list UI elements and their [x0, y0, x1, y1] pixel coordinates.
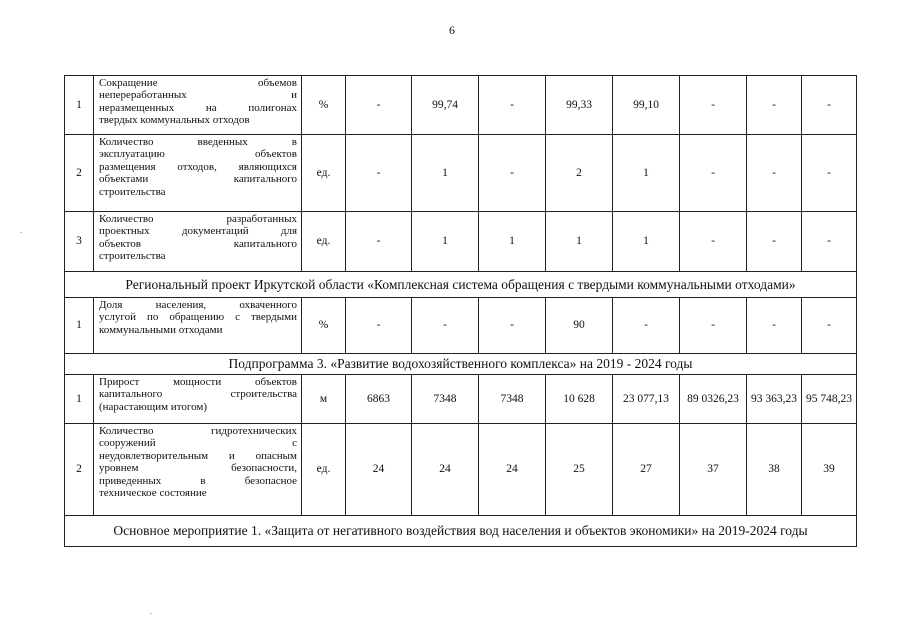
indicators-table [64, 75, 857, 547]
unit-cell: м [302, 375, 346, 424]
value-cell: - [680, 76, 747, 135]
indicator-name-line: приведенных в безопасное [99, 474, 297, 487]
value-cell: - [680, 135, 747, 212]
value-cell: 1 [613, 212, 680, 272]
indicator-name-line: (нарастающим итогом) [99, 400, 208, 413]
section-header-row [65, 272, 857, 298]
indicator-name-line: капитального строительства [99, 388, 297, 401]
indicator-name-line: эксплуатацию объектов [99, 148, 297, 161]
unit-cell: ед. [302, 212, 346, 272]
value-cell: 90 [546, 298, 613, 354]
value-cell: 7348 [479, 375, 546, 424]
row-number: 1 [65, 76, 94, 135]
indicator-name-line: уровнем безопасности, [99, 462, 297, 475]
value-cell: - [346, 298, 412, 354]
value-cell: - [346, 212, 412, 272]
value-cell: 1 [613, 135, 680, 212]
value-cell: 24 [479, 424, 546, 516]
table-row [65, 76, 857, 135]
indicator-name [94, 298, 302, 354]
value-cell: 25 [546, 424, 613, 516]
value-cell: 6863 [346, 375, 412, 424]
value-cell: - [479, 298, 546, 354]
row-number: 3 [65, 212, 94, 272]
indicator-name-line: размещения отходов, являющихся [99, 160, 297, 173]
indicator-name-line: Количество гидротехнических [99, 425, 297, 437]
value-cell: - [747, 298, 802, 354]
indicator-name-line: техническое состояние [99, 487, 207, 500]
row-number: 1 [65, 298, 94, 354]
value-cell: 99,33 [546, 76, 613, 135]
value-cell: - [802, 298, 857, 354]
value-cell: - [802, 135, 857, 212]
value-cell: - [802, 212, 857, 272]
value-cell: - [613, 298, 680, 354]
value-cell: - [346, 76, 412, 135]
indicator-name-line: сооружений с [99, 437, 297, 450]
row-number: 2 [65, 135, 94, 212]
indicator-name-line: неудовлетворительным и опасным [99, 449, 297, 462]
unit-cell: % [302, 298, 346, 354]
indicator-name-line: неразмещенных на полигонах [99, 101, 297, 114]
indicator-name-line: объектов капитального [99, 237, 297, 250]
value-cell: 24 [412, 424, 479, 516]
value-cell: - [412, 298, 479, 354]
value-cell: - [680, 212, 747, 272]
value-cell: - [346, 135, 412, 212]
value-cell: - [479, 76, 546, 135]
table-row [65, 424, 857, 516]
table-row [65, 298, 857, 354]
row-number: 2 [65, 424, 94, 516]
indicator-name-line: Доля населения, охваченного [99, 299, 297, 311]
value-cell: 24 [346, 424, 412, 516]
indicator-name [94, 135, 302, 212]
value-cell: 1 [412, 212, 479, 272]
value-cell: 1 [412, 135, 479, 212]
indicator-name-line: Прирост мощности объектов [99, 376, 297, 388]
indicator-name-line: строительства [99, 185, 166, 198]
section-title: Региональный проект Иркутской области «Комплексная система обращения с твердыми коммунальными отходами» [65, 272, 857, 298]
indicator-name [94, 424, 302, 516]
unit-cell: ед. [302, 424, 346, 516]
value-cell: 39 [802, 424, 857, 516]
row-number: 1 [65, 375, 94, 424]
section-title: Основное мероприятие 1. «Защита от негативного воздействия вод населения и объектов экономики» на 2019-2024 годы [65, 516, 857, 547]
indicator-name-line: услугой по обращению с твердыми [99, 311, 297, 324]
value-cell: 10 628 [546, 375, 613, 424]
value-cell: - [747, 212, 802, 272]
indicator-name-line: непереработанных и [99, 89, 297, 102]
value-cell: 2 [546, 135, 613, 212]
indicator-name [94, 212, 302, 272]
scan-speck [150, 613, 152, 614]
indicator-name-line: строительства [99, 250, 166, 263]
value-cell: 27 [613, 424, 680, 516]
value-cell: 93 363,23 [747, 375, 802, 424]
indicator-name-line: Количество введенных в [99, 136, 297, 148]
indicator-name-line: объектами капитального [99, 173, 297, 186]
value-cell: - [479, 135, 546, 212]
indicator-name [94, 375, 302, 424]
value-cell: 38 [747, 424, 802, 516]
value-cell: - [802, 76, 857, 135]
table-row [65, 212, 857, 272]
indicator-name-line: Количество разработанных [99, 213, 297, 225]
value-cell: 1 [546, 212, 613, 272]
value-cell: 99,10 [613, 76, 680, 135]
section-title: Подпрограмма 3. «Развитие водохозяйственного комплекса» на 2019 - 2024 годы [65, 354, 857, 375]
section-header-row [65, 516, 857, 547]
indicator-name-line: Сокращение объемов [99, 77, 297, 89]
page-number: 6 [449, 23, 455, 37]
scan-speck [20, 232, 22, 233]
value-cell: 1 [479, 212, 546, 272]
value-cell: 23 077,13 [613, 375, 680, 424]
value-cell: 7348 [412, 375, 479, 424]
indicator-name [94, 76, 302, 135]
unit-cell: ед. [302, 135, 346, 212]
value-cell: - [680, 298, 747, 354]
table-body [65, 76, 857, 547]
unit-cell: % [302, 76, 346, 135]
value-cell: - [747, 135, 802, 212]
table-row [65, 135, 857, 212]
value-cell: 95 748,23 [802, 375, 857, 424]
value-cell: 89 0326,23 [680, 375, 747, 424]
table-row [65, 375, 857, 424]
value-cell: - [747, 76, 802, 135]
value-cell: 37 [680, 424, 747, 516]
value-cell: 99,74 [412, 76, 479, 135]
indicator-name-line: проектных документаций для [99, 225, 297, 238]
section-header-row [65, 354, 857, 375]
indicator-name-line: коммунальными отходами [99, 323, 223, 336]
indicator-name-line: твердых коммунальных отходов [99, 114, 250, 127]
